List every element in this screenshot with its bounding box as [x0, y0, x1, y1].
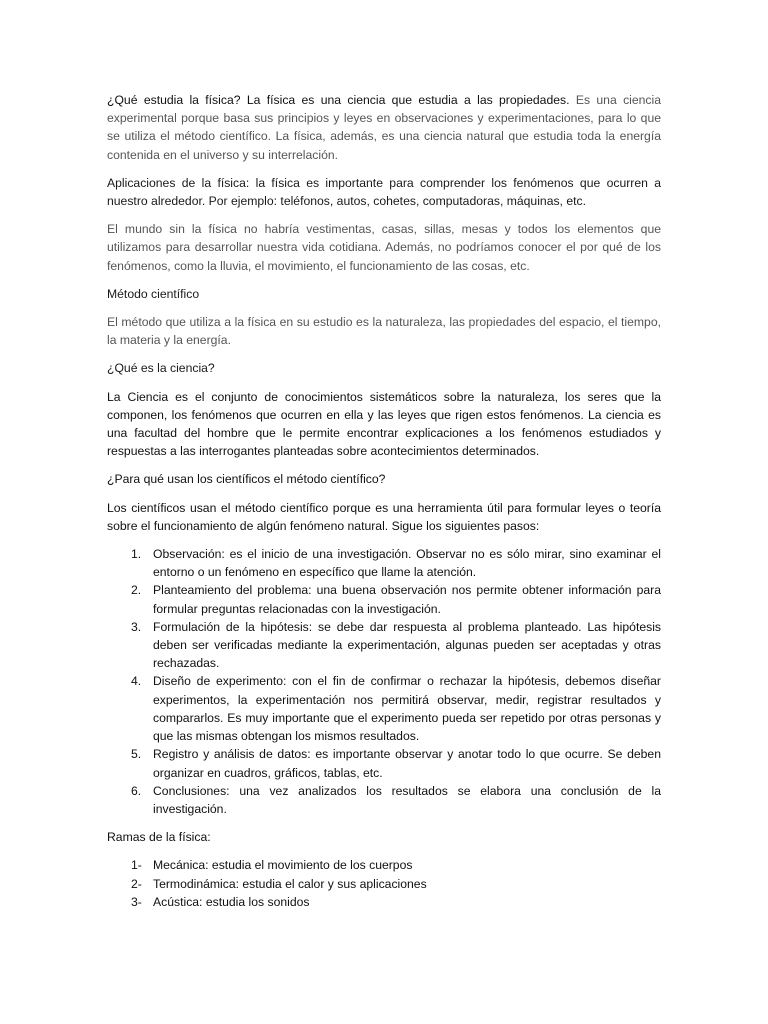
intro-rest: Es una ciencia experimental porque basa sus principios y leyes en observaciones y experimentaciones, para lo que se utiliza el método científico. La física, además, es una ciencia natural que estudia toda la energía contenida en el universo y su interrelación. — [107, 93, 662, 162]
para-que-heading: ¿Para qué usan los científicos el método científico? — [107, 472, 386, 487]
list-item — [107, 893, 661, 911]
step-text: Registro y análisis de datos: es importante observar y anotar todo lo que ocurre. Se deben organizar en cuadros, gráficos, tablas, etc. — [153, 747, 661, 780]
list-item — [107, 856, 661, 874]
step-text: Diseño de experimento: con el fin de confirmar o rechazar la hipótesis, debemos diseñar experimentos, la experimentación nos permitirá observar, medir, registrar resultados y compararlos. Es muy importante que el experimento pueda ser repetido por otras personas y que las mismas obtengan los mismos resultados. — [153, 674, 661, 744]
para-que-paragraph: Los científicos usan el método científico porque es una herramienta útil para formular leyes o teoría sobre el funcionamiento de algún fenómeno natural. Sigue los siguientes pasos: — [107, 500, 661, 533]
step-number: 5. — [131, 747, 142, 762]
intro-answer: La física es una ciencia que estudia a las propiedades. — [240, 93, 570, 107]
list-item — [107, 782, 661, 818]
rama-text: Termodinámica: estudia el calor y sus aplicaciones — [153, 876, 427, 891]
step-number: 1. — [131, 547, 142, 562]
aplicaciones-paragraph: Aplicaciones de la física: la física es importante para comprender los fenómenos que ocurren a nuestro alrededor. Por ejemplo: teléfonos, autos, cohetes, computadoras, máquinas, etc. — [107, 175, 661, 209]
rama-number: 2- — [131, 876, 142, 891]
rama-text: Mecánica: estudia el movimiento de los cuerpos — [153, 858, 413, 873]
step-text: Conclusiones: una vez analizados los resultados se elabora una conclusión de la investigación. — [153, 783, 661, 816]
metodo-paragraph: El método que utiliza a la física en su estudio es la naturaleza, las propiedades del espacio, el tiempo, la materia y la energía. — [107, 315, 661, 348]
ramas-list — [107, 856, 661, 911]
list-item — [107, 875, 661, 893]
step-text: Formulación de la hipótesis: se debe dar respuesta al problema planteado. Las hipótesis deben ser verificadas mediante la experimentación, algunas pueden ser aceptadas y otras rechazadas. — [153, 619, 661, 671]
step-number: 4. — [131, 674, 142, 689]
step-text: Observación: es el inicio de una investigación. Observar no es sólo mirar, sino examinar el entorno o un fenómeno en específico que llame la atención. — [153, 547, 661, 580]
list-item — [107, 618, 661, 673]
list-item — [107, 545, 661, 581]
document-page — [107, 91, 661, 911]
ramas-heading: Ramas de la física: — [107, 830, 211, 845]
intro-question: ¿Qué estudia la física? — [107, 93, 241, 107]
mundo-paragraph: El mundo sin la física no habría vestimentas, casas, sillas, mesas y todos los elementos que utilizamos para desarrollar nuestra vida cotidiana. Además, no podríamos conocer el por qué de los fenómenos, como la lluvia, el movimiento, el funcionamiento de las cosas, etc. — [107, 222, 661, 273]
step-text: Planteamiento del problema: una buena observación nos permite obtener información para formular preguntas relacionadas con la investigación. — [153, 583, 661, 616]
step-number: 6. — [131, 783, 142, 798]
metodo-heading: Método científico — [107, 286, 200, 301]
list-item — [107, 745, 661, 781]
steps-list — [107, 545, 661, 818]
step-number: 2. — [131, 583, 142, 598]
ciencia-heading: ¿Qué es la ciencia? — [107, 361, 215, 376]
rama-number: 1- — [131, 858, 142, 873]
list-item — [107, 581, 661, 617]
list-item — [107, 672, 661, 745]
rama-number: 3- — [131, 894, 142, 909]
step-number: 3. — [131, 619, 142, 634]
rama-text: Acústica: estudia los sonidos — [153, 894, 310, 909]
intro-paragraph — [107, 91, 661, 164]
ciencia-paragraph: La Ciencia es el conjunto de conocimientos sistemáticos sobre la naturaleza, los seres que la componen, los fenómenos que ocurren en ella y las leyes que rigen estos fenómenos. La ciencia es una facultad del hombre que le permite encontrar explicaciones a los fenómenos estudiados y respuestas a las interrogantes planteadas sobre acontecimientos determinados. — [107, 389, 661, 459]
